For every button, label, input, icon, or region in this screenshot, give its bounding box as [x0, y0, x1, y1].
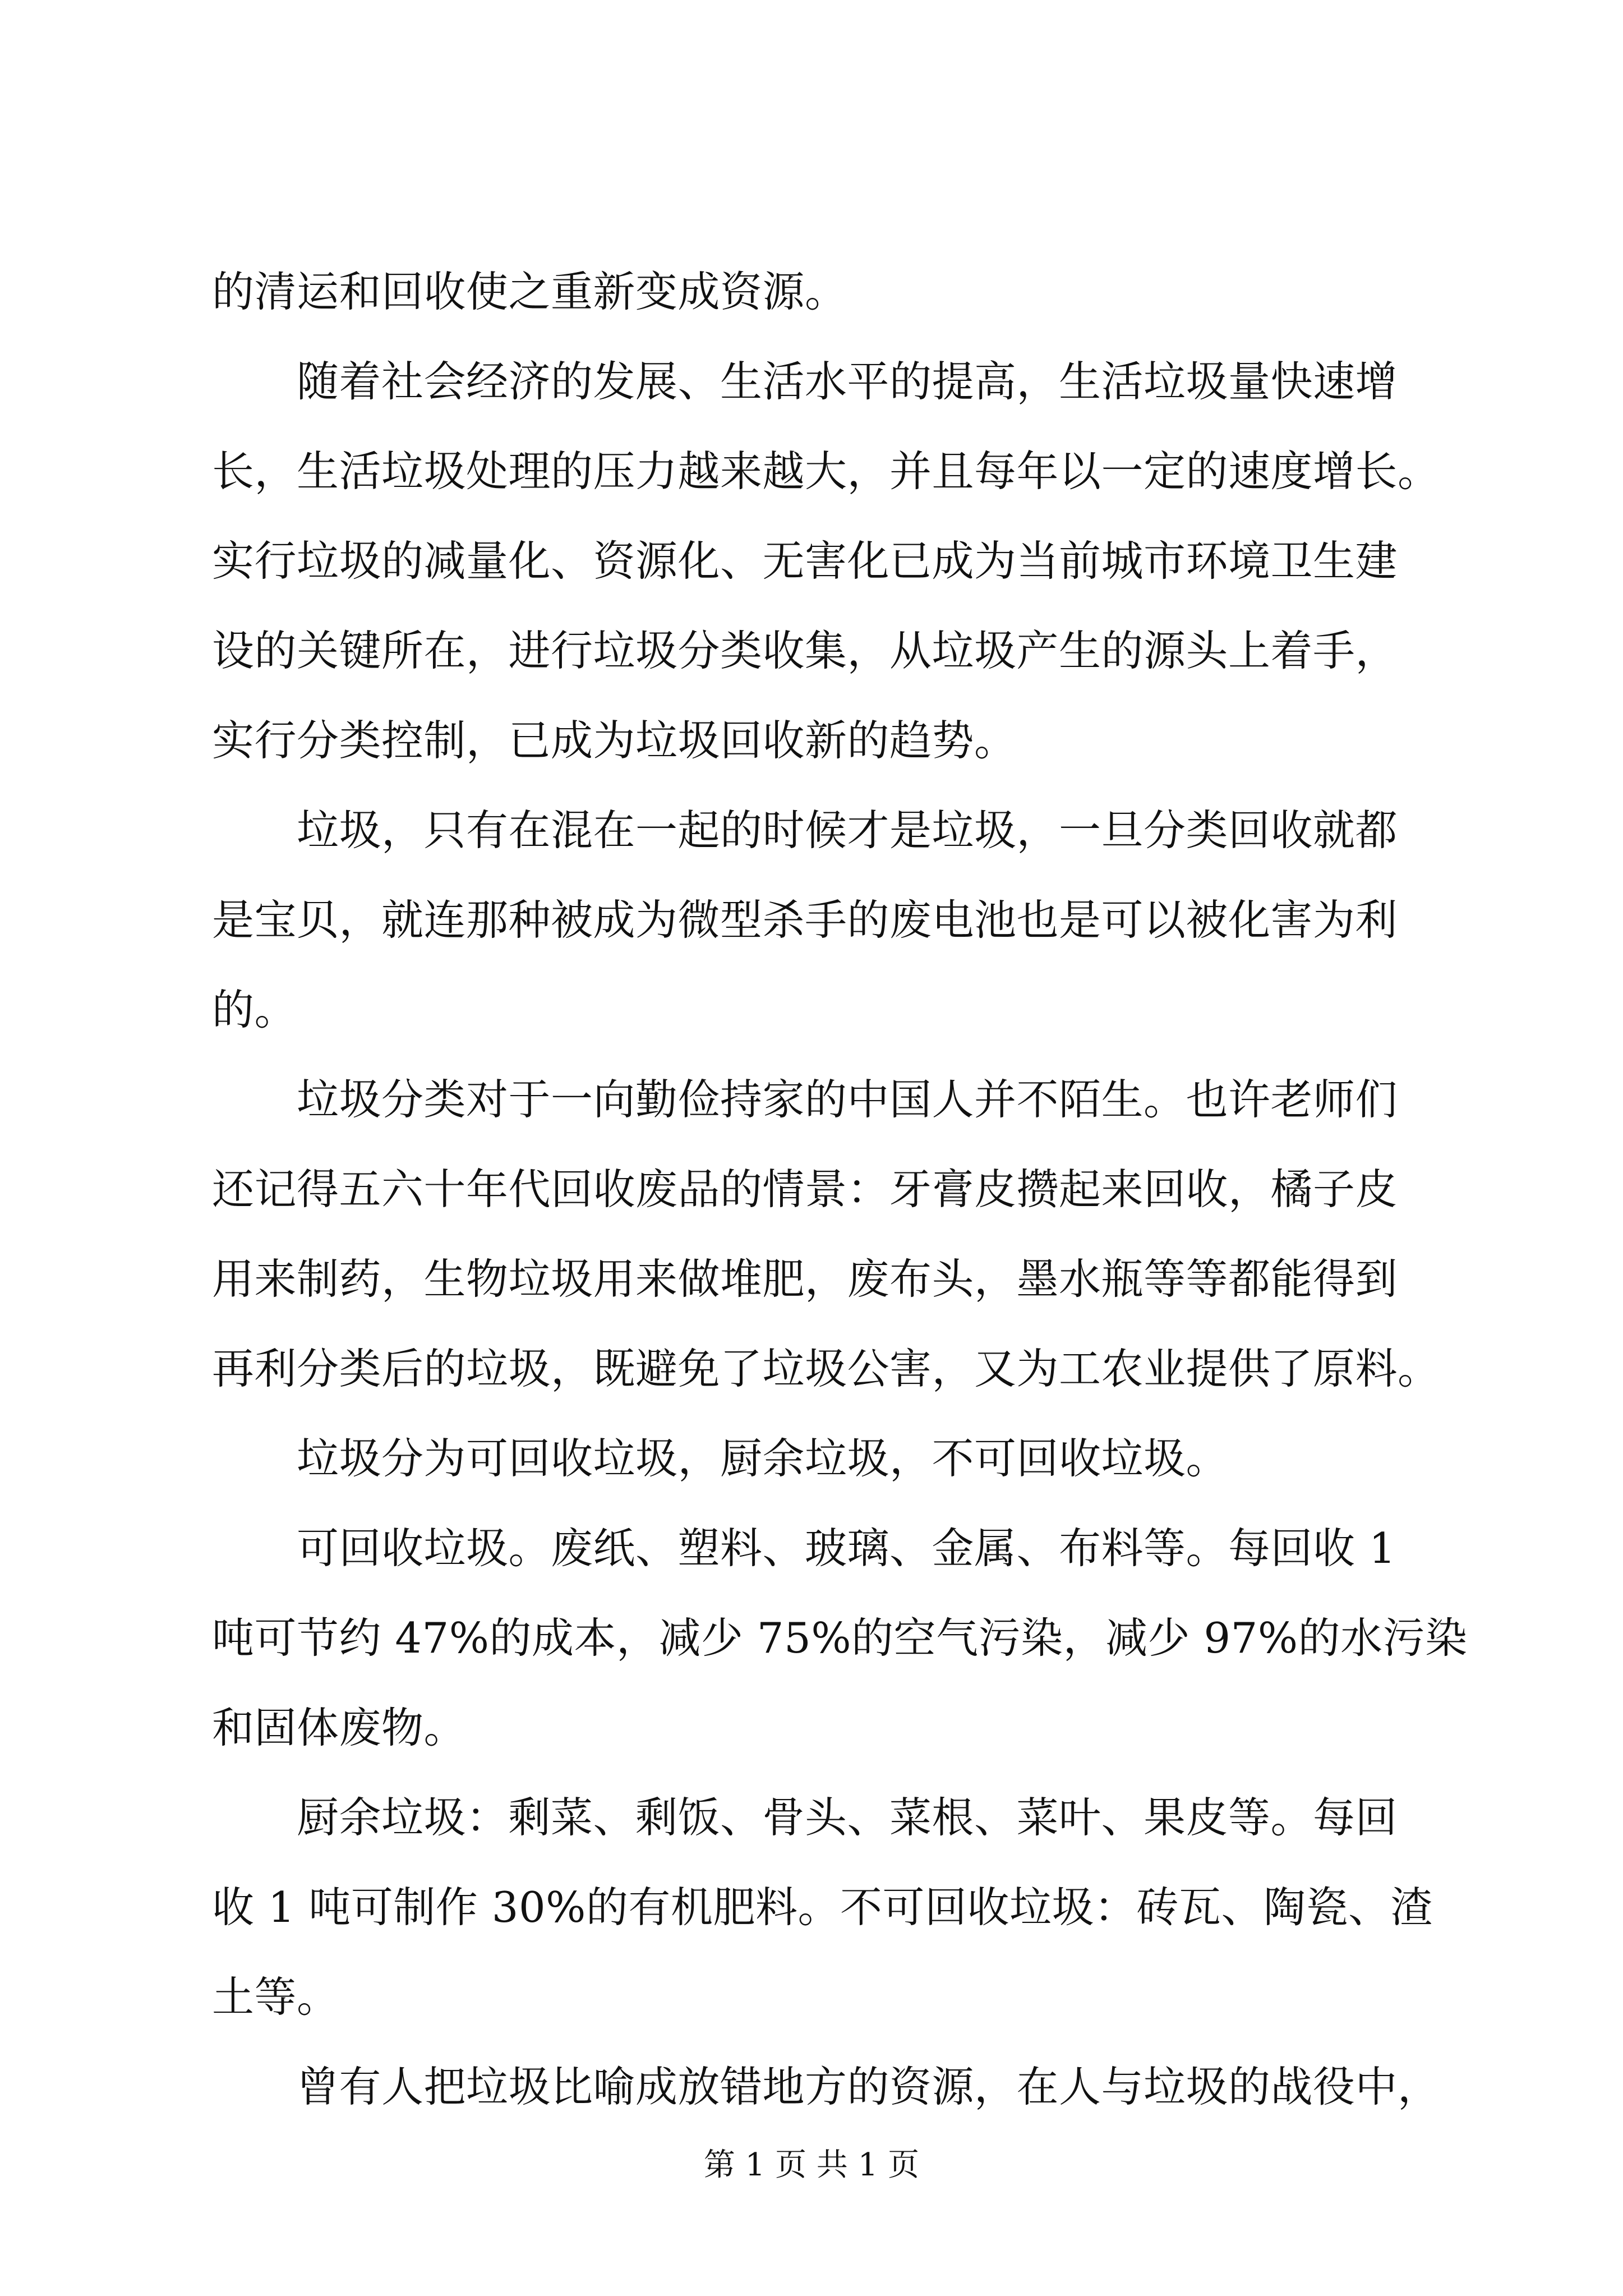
page-number-label: 第 1 页 共 1 页 [703, 2147, 920, 2183]
text-line: 收 1 吨可制作 30%的有机肥料。不可回收垃圾：砖瓦、陶瓷、渣 [212, 1883, 1433, 1932]
text-line: 实行分类控制，已成为垃圾回收新的趋势。 [212, 716, 1017, 765]
text-line: 可回收垃圾。废纸、塑料、玻璃、金属、布料等。每回收 1 [212, 1524, 1396, 1573]
text-line: 用来制药，生物垃圾用来做堆肥，废布头，墨水瓶等等都能得到 [212, 1254, 1398, 1304]
text-line: 是宝贝，就连那种被成为微型杀手的废电池也是可以被化害为利 [212, 895, 1398, 945]
text-line: 厨余垃圾：剩菜、剩饭、骨头、菜根、菜叶、果皮等。每回 [212, 1793, 1398, 1842]
text-line: 还记得五六十年代回收废品的情景：牙膏皮攒起来回收，橘子皮 [212, 1165, 1398, 1214]
text-line: 垃圾分类对于一向勤俭持家的中国人并不陌生。也许老师们 [212, 1075, 1398, 1124]
page-footer [0, 2143, 1623, 2188]
text-line: 土等。 [212, 1972, 339, 2022]
text-line: 垃圾，只有在混在一起的时候才是垃圾，一旦分类回收就都 [212, 806, 1398, 855]
text-line: 设的关键所在，进行垃圾分类收集，从垃圾产生的源头上着手， [212, 626, 1398, 675]
text-line: 垃圾分为可回收垃圾，厨余垃圾，不可回收垃圾。 [212, 1434, 1229, 1483]
text-line: 再利分类后的垃圾，既避免了垃圾公害，又为工农业提供了原料。 [212, 1344, 1440, 1393]
text-line: 和固体废物。 [212, 1703, 467, 1752]
text-line: 实行垃圾的减量化、资源化、无害化已成为当前城市环境卫生建 [212, 536, 1398, 586]
text-line: 随着社会经济的发展、生活水平的提高，生活垃圾量快速增 [212, 357, 1398, 406]
text-line: 长，生活垃圾处理的压力越来越大，并且每年以一定的速度增长。 [212, 447, 1440, 496]
body-text [212, 247, 1468, 2132]
text-line: 的。 [212, 985, 297, 1034]
text-line: 曾有人把垃圾比喻成放错地方的资源，在人与垃圾的战役中， [212, 2062, 1440, 2111]
text-line: 吨可节约 47%的成本，减少 75%的空气污染，减少 97%的水污染 [212, 1613, 1468, 1663]
text-line: 的清运和回收使之重新变成资源。 [212, 267, 847, 316]
